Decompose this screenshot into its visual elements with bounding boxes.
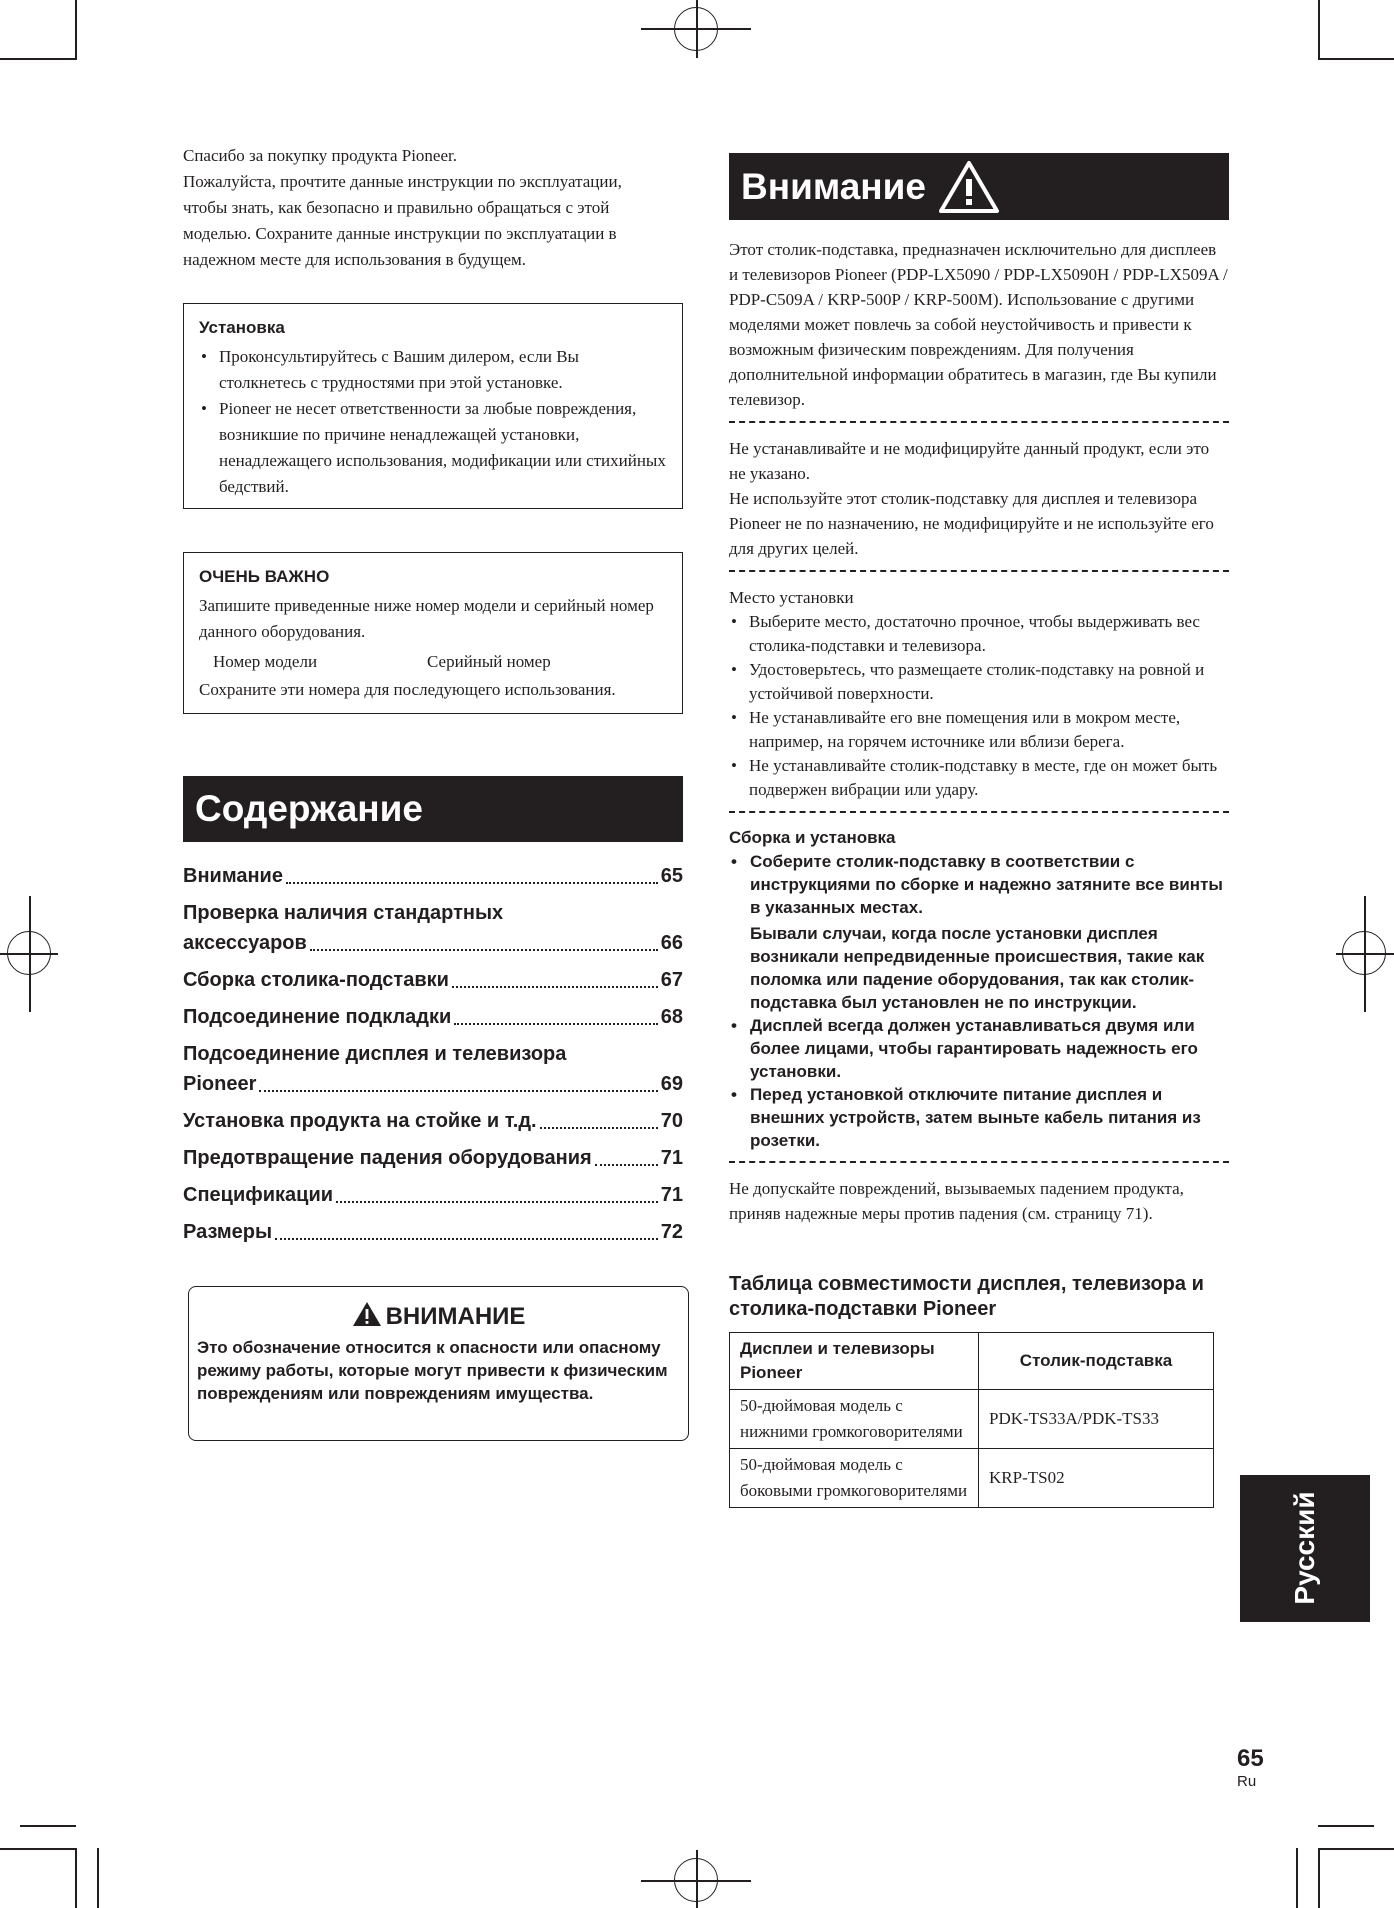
- attention-paragraph: Не устанавливайте и не модифицируйте данный продукт, если это не указано.: [729, 439, 1210, 483]
- location-item: • Удостоверьтесь, что размещаете столик-подставку на ровной и устойчивой поверхности.: [729, 658, 1229, 706]
- table-header-row: [730, 1333, 1214, 1390]
- page-language: Ru: [1237, 1773, 1257, 1790]
- table-cell: PDK-TS33A/PDK-TS33: [979, 1390, 1214, 1449]
- intro-line: Пожалуйста, прочтите данные инструкции по эксплуатации,: [183, 172, 622, 191]
- left-column: [183, 143, 683, 1441]
- location-item: • Выберите место, достаточно прочное, чтобы выдерживать вес столика-подставки и телевизора.: [729, 610, 1229, 658]
- caution-box: [188, 1286, 689, 1441]
- toc-label: Предотвращение падения оборудования: [183, 1147, 592, 1169]
- contents-title: Содержание: [195, 788, 423, 829]
- assembly-item: [729, 1083, 1229, 1152]
- important-box-text: Запишите приведенные ниже номер модели и серийный номер данного оборудования.: [199, 596, 654, 641]
- intro-line: надежном месте для использования в будущем.: [183, 250, 527, 269]
- toc-label-line: Подсоединение дисплея и телевизора: [183, 1043, 567, 1065]
- assembly-item: [729, 850, 1229, 1014]
- table-header-cell: Столик-подставка: [979, 1333, 1214, 1390]
- toc-page: 68: [660, 1006, 683, 1028]
- toc-item[interactable]: [183, 898, 683, 958]
- compat-title: Таблица совместимости дисплея, телевизора и столика-подставки Pioneer: [729, 1273, 1204, 1320]
- toc-label: аксессуаров: [183, 932, 307, 954]
- location-title: Место установки: [729, 588, 854, 607]
- serial-number-label: Серийный номер: [427, 652, 551, 671]
- location-item: • Не устанавливайте его вне помещения или в мокром месте, например, на горячем источнике или вблизи берега.: [729, 706, 1229, 754]
- toc-label: Размеры: [183, 1221, 273, 1243]
- toc-item[interactable]: [183, 1002, 683, 1032]
- toc-label: Внимание: [183, 865, 283, 887]
- attention-heading: [729, 153, 1229, 220]
- toc-page: 70: [660, 1110, 683, 1132]
- important-box-title: ОЧЕНЬ ВАЖНО: [199, 567, 330, 586]
- assembly-item-text: Соберите столик-подставку в соответствии с инструкциями по сборке и надежно затяните все винты в указанных местах.: [750, 852, 1223, 917]
- toc-page: 71: [660, 1147, 683, 1169]
- intro-text: [183, 143, 683, 273]
- compat-table: [729, 1332, 1214, 1508]
- installation-item: • Проконсультируйтесь с Вашим дилером, если Вы столкнетесь с трудностями при этой установке.: [199, 344, 668, 396]
- important-box-footer: Сохраните эти номера для последующего использования.: [199, 680, 616, 699]
- intro-line: чтобы знать, как безопасно и правильно обращаться с этой: [183, 198, 610, 217]
- table-row: [730, 1390, 1214, 1449]
- toc-page: 72: [660, 1221, 683, 1243]
- toc-label: Сборка столика-подставки: [183, 969, 449, 991]
- intro-line: Спасибо за покупку продукта Pioneer.: [183, 146, 457, 165]
- important-box: [183, 552, 683, 714]
- installation-box: [183, 303, 683, 509]
- warning-triangle-icon: [352, 1301, 382, 1327]
- intro-line: моделью. Сохраните данные инструкции по эксплуатации в: [183, 224, 617, 243]
- toc-label-line: Проверка наличия стандартных: [183, 902, 504, 924]
- attention-paragraph: Не используйте этот столик-подставку для дисплея и телевизора Pioneer не по назначению, не модифицируйте и не используйте его для других целей.: [729, 489, 1214, 558]
- fall-note: Не допускайте повреждений, вызываемых падением продукта, приняв надежные меры против падения (см. страницу 71).: [729, 1179, 1184, 1223]
- table-cell: 50-дюймовая модель с нижними громкоговорителями: [730, 1390, 979, 1449]
- toc-item[interactable]: [183, 1143, 683, 1173]
- toc-page: 71: [660, 1184, 683, 1206]
- toc-item[interactable]: [183, 1180, 683, 1210]
- attention-paragraph: Этот столик-подставка, предназначен исключительно для дисплеев и телевизоров Pioneer (PDP-LX5090 / PDP-LX5090H / PDP-LX509A / PDP-C509A / KRP-500P / KRP-500M). Использование с другими моделями может повлечь за собой неустойчивость и привести к возможным физическим повреждениям. Для получения дополнительной информации обратитесь в магазин, где Вы купили телевизор.: [729, 240, 1228, 409]
- table-of-contents: [183, 861, 683, 1247]
- toc-label: Pioneer: [183, 1073, 257, 1095]
- table-cell: 50-дюймовая модель с боковыми громкоговорителями: [730, 1449, 979, 1508]
- dashed-separator: [729, 811, 1229, 813]
- installation-box-title: Установка: [199, 318, 285, 337]
- assembly-item-extra: Бывали случаи, когда после установки дисплея возникали непредвиденные происшествия, такие как поломка или падение оборудования, так как столик-подставка был установлен не по инструкции.: [750, 924, 1205, 1012]
- toc-item[interactable]: [183, 1039, 683, 1099]
- table-header-cell: Дисплеи и телевизоры Pioneer: [730, 1333, 979, 1390]
- dashed-separator: [729, 421, 1229, 423]
- toc-item[interactable]: [183, 965, 683, 995]
- dashed-separator: [729, 570, 1229, 572]
- toc-page: 67: [660, 969, 683, 991]
- toc-label: Установка продукта на стойке и т.д.: [183, 1110, 537, 1132]
- language-side-tab-label: Русский: [1289, 1491, 1320, 1605]
- location-item: • Не устанавливайте столик-подставку в месте, где он может быть подвержен вибрации или удару.: [729, 754, 1229, 802]
- assembly-item-text: Перед установкой отключите питание дисплея и внешних устройств, затем выньте кабель питания из розетки.: [750, 1085, 1201, 1150]
- language-side-tab: [1240, 1475, 1370, 1622]
- toc-item[interactable]: [183, 1217, 683, 1247]
- dashed-separator: [729, 1161, 1229, 1163]
- contents-heading: [183, 776, 683, 842]
- toc-page: 65: [660, 865, 683, 887]
- attention-title: Внимание: [741, 165, 926, 207]
- page-number-block: [1237, 1745, 1317, 1790]
- assembly-item: [729, 1014, 1229, 1083]
- warning-triangle-icon: [938, 160, 1000, 214]
- table-row: [730, 1449, 1214, 1508]
- assembly-title: Сборка и установка: [729, 828, 896, 847]
- toc-item[interactable]: [183, 861, 683, 891]
- page-number: 65: [1237, 1745, 1264, 1772]
- toc-page: 66: [660, 932, 683, 954]
- assembly-item-text: Дисплей всегда должен устанавливаться двумя или более лицами, чтобы гарантировать надежность его установки.: [750, 1016, 1198, 1081]
- installation-item: • Pioneer не несет ответственности за любые повреждения, возникшие по причине ненадлежащей установки, ненадлежащего использования, модификации или стихийных бедствий.: [199, 396, 668, 500]
- toc-label: Спецификации: [183, 1184, 334, 1206]
- toc-page: 69: [660, 1073, 683, 1095]
- caution-title-text: ВНИМАНИЕ: [385, 1303, 526, 1330]
- toc-item[interactable]: [183, 1106, 683, 1136]
- model-number-label: Номер модели: [213, 652, 318, 671]
- table-cell: KRP-TS02: [979, 1449, 1214, 1508]
- right-column: [729, 153, 1229, 1508]
- caution-text: Это обозначение относится к опасности или опасному режиму работы, которые могут привести к физическим повреждениям или повреждениям имущества.: [197, 1338, 668, 1403]
- caution-title: [197, 1301, 680, 1332]
- toc-label: Подсоединение подкладки: [183, 1006, 452, 1028]
